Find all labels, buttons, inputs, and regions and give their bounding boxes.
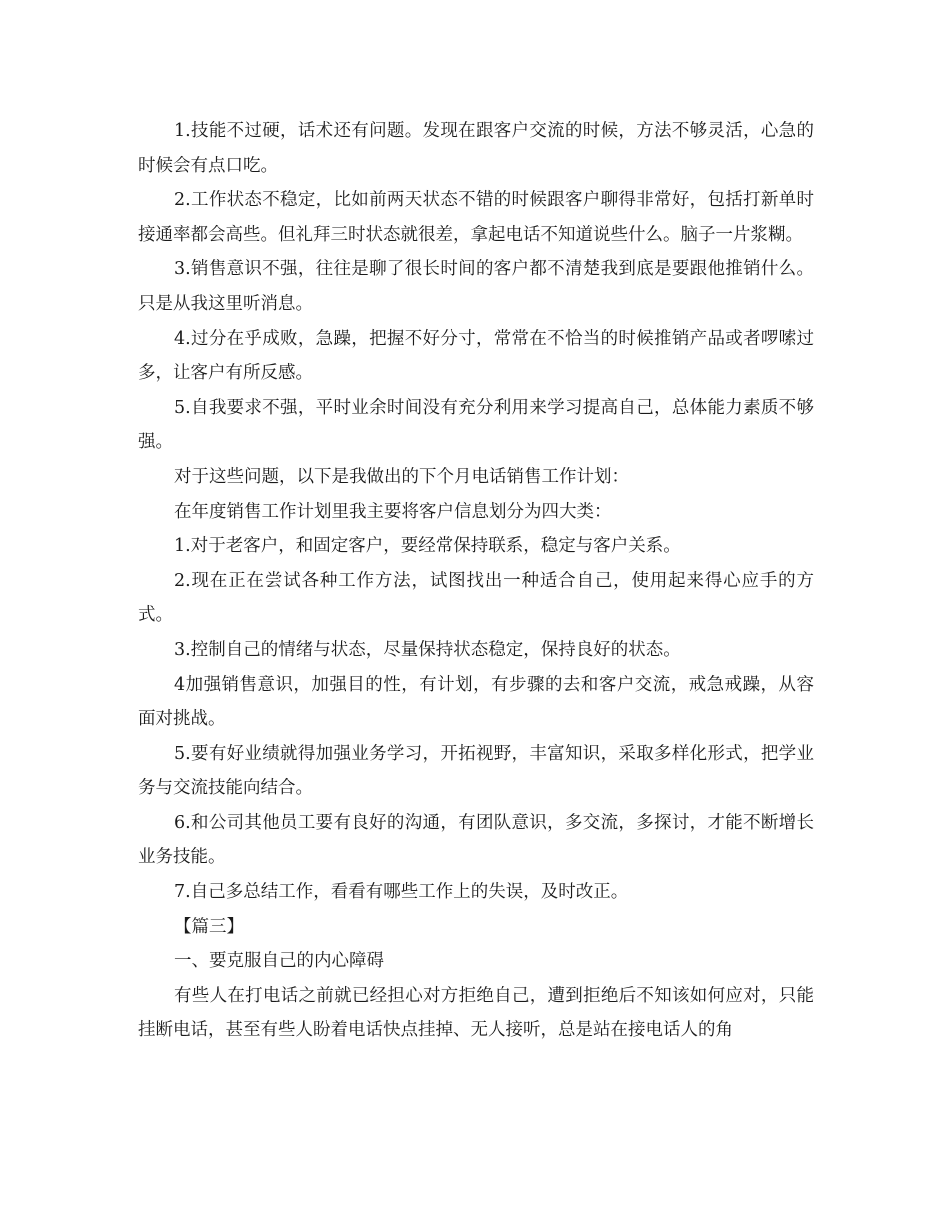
section-heading: 【篇三】 [174,916,244,937]
paragraph: 对于这些问题，以下是我做出的下个月电话销售工作计划： [174,466,629,487]
paragraph: 有些人在打电话之前就已经担心对方拒绝自己，遭到拒绝后不知该如何应对，只能挂断电话，甚至有些人盼着电话快点挂掉、无人接听，总是站在接电话人的角 [138,985,814,1041]
paragraph: 7.自己多总结工作，看看有哪些工作上的失误，及时改正。 [174,882,629,903]
paragraph: 3.控制自己的情绪与状态，尽量保持状态稳定，保持良好的状态。 [174,639,681,660]
paragraph: 6.和公司其他员工要有良好的沟通，有团队意识，多交流，多探讨，才能不断增长业务技能。 [138,812,814,868]
paragraph: 4.过分在乎成败，急躁，把握不好分寸，常常在不恰当的时候推销产品或者啰嗦过多，让客户有所反感。 [138,328,814,384]
paragraph: 5.要有好业绩就得加强业务学习，开拓视野，丰富知识，采取多样化形式，把学业务与交流技能向结合。 [138,743,814,799]
paragraph: 在年度销售工作计划里我主要将客户信息划分为四大类： [174,501,612,522]
subsection-heading: 一、要克服自己的内心障碍 [174,951,384,972]
paragraph: 1.对于老客户，和固定客户，要经常保持联系，稳定与客户关系。 [174,536,681,557]
paragraph: 5.自我要求不强，平时业余时间没有充分利用来学习提高自己，总体能力素质不够强。 [138,397,814,453]
paragraph: 2.工作状态不稳定，比如前两天状态不错的时候跟客户聊得非常好，包括打新单时接通率都会高些。但礼拜三时状态就很差，拿起电话不知道说些什么。脑子一片浆糊。 [138,190,814,245]
paragraph: 1.技能不过硬，话术还有问题。发现在跟客户交流的时候，方法不够灵活，心急的时候会有点口吃。 [138,121,814,176]
document-body [138,114,814,1048]
paragraph: 4加强销售意识，加强目的性，有计划，有步骤的去和客户交流，戒急戒躁，从容面对挑战。 [138,674,814,730]
paragraph: 2.现在正在尝试各种工作方法，试图找出一种适合自己，使用起来得心应手的方式。 [138,570,814,626]
paragraph: 3.销售意识不强，往往是聊了很长时间的客户都不清楚我到底是要跟他推销什么。只是从我这里听消息。 [138,259,814,314]
